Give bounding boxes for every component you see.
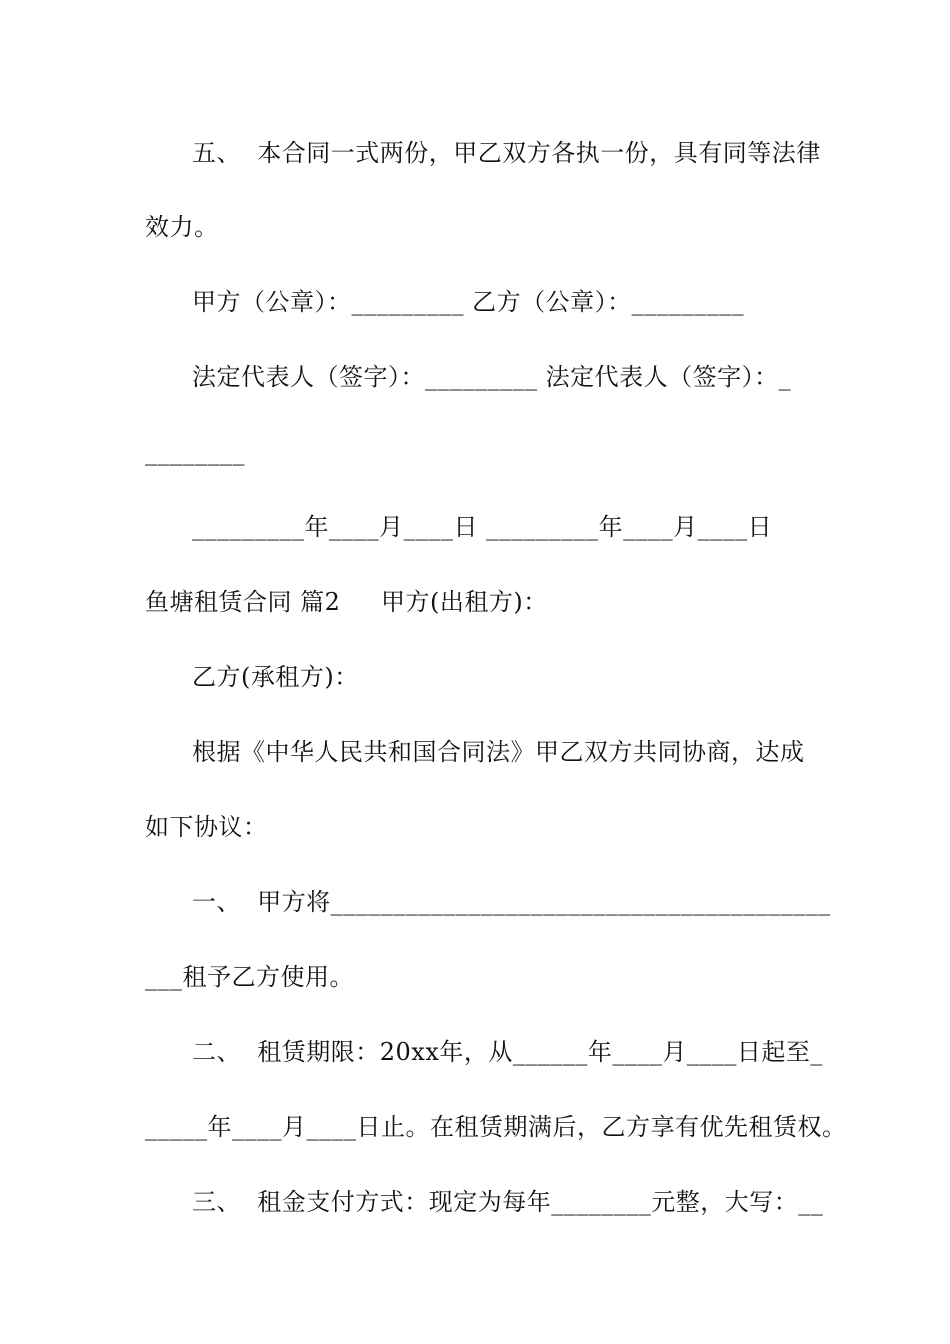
date-line: _________年____月____日 _________年____月____日 — [192, 513, 773, 541]
preamble-line-2: 如下协议： — [145, 813, 268, 841]
clause-3-line-1: 三、 租金支付方式：现定为每年________元整，大写：__ — [192, 1188, 824, 1216]
preamble-line-1: 根据《中华人民共和国合同法》甲乙双方共同协商，达成 — [192, 738, 805, 766]
clause-5-line-2: 效力。 — [145, 213, 219, 241]
legal-rep-signature-line: 法定代表人（签字）：_________ 法定代表人（签字）：_ — [192, 363, 792, 391]
clause-5-line-1: 五、 本合同一式两份，甲乙双方各执一份，具有同等法律 — [192, 139, 821, 167]
clause-2-line-2: _____年____月____日止。在租赁期满后，乙方享有优先租赁权。 — [145, 1113, 847, 1141]
clause-1-line-2: ___租予乙方使用。 — [145, 963, 354, 991]
clause-1-line-1: 一、 甲方将________________________________________ — [192, 888, 831, 916]
contract-title-party-a: 鱼塘租赁合同 篇2 甲方(出租方)： — [145, 588, 548, 616]
clause-2-line-1: 二、 租赁期限：20xx年，从______年____月____日起至_ — [192, 1038, 823, 1066]
party-b-line: 乙方(承租方)： — [192, 663, 359, 691]
party-seal-line: 甲方（公章）：_________ 乙方（公章）：_________ — [192, 288, 745, 316]
legal-rep-signature-continuation: ________ — [145, 438, 245, 466]
